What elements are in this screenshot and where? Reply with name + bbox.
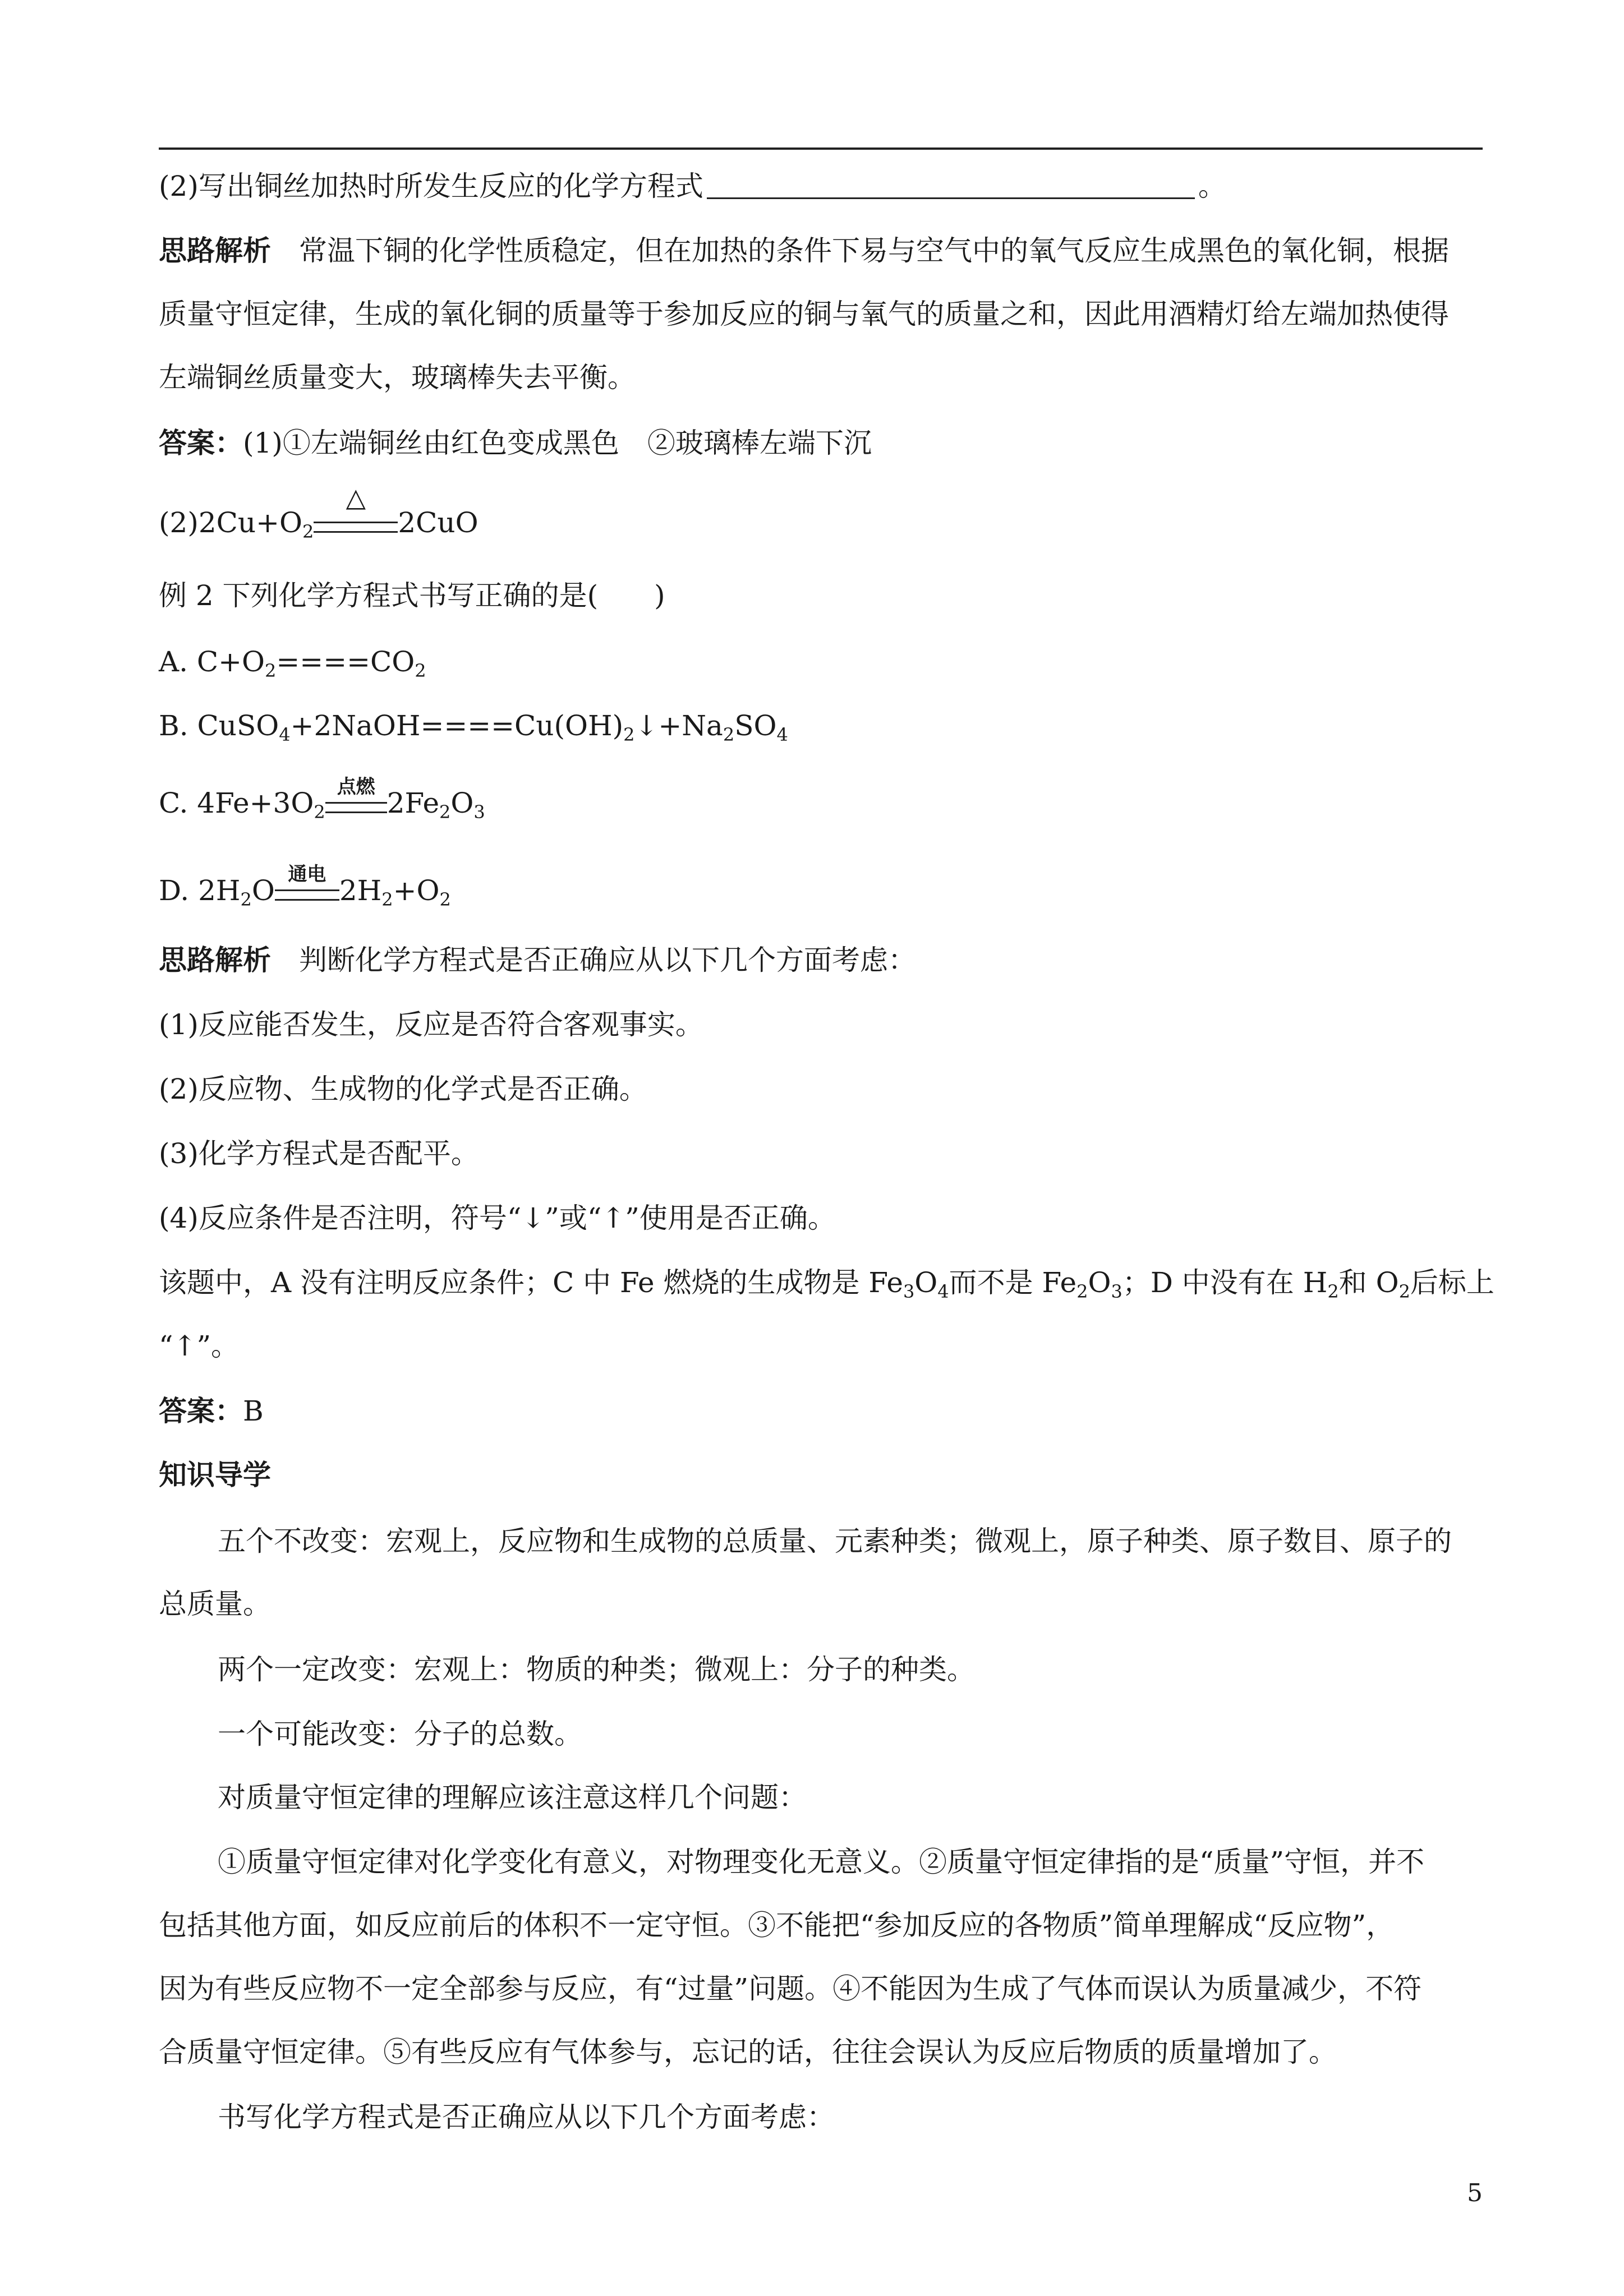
- option-c: C. $4Fe+3O_2$ 点燃 $2Fe_2O_3$: [159, 776, 485, 823]
- analysis2-p2: (2)反应物、生成物的化学式是否正确。: [159, 1073, 647, 1105]
- analysis2-intro: [159, 942, 916, 978]
- eq-sub: 2: [302, 521, 314, 542]
- analysis2-conclusion-end: “↑”。: [159, 1330, 240, 1362]
- answer2-line: [159, 1393, 264, 1429]
- guide-p5-line2: 包括其他方面，如反应前后的体积不一定守恒。③不能把“参加反应的各物质”简单理解成“反应物”，: [159, 1909, 1395, 1942]
- guide-p5-line4: 合质量守恒定律。⑤有些反应有气体参与，忘记的话，往往会误认为反应后物质的质量增加了。: [159, 2036, 1337, 2068]
- condition-label: 点燃: [337, 776, 375, 798]
- analysis-label: 思路解析: [159, 943, 271, 976]
- analysis-label: 思路解析: [159, 234, 271, 267]
- condition-label: 通电: [288, 863, 326, 886]
- guide-p5-line1: ①质量守恒定律对化学变化有意义，对物理变化无意义。②质量守恒定律指的是“质量”守恒，并不: [218, 1846, 1425, 1878]
- guide-p5-line3: 因为有些反应物不一定全部参与反应，有“过量”问题。④不能因为生成了气体而误认为质量减少，不符: [159, 1972, 1422, 2005]
- answer1-equation: [159, 482, 479, 542]
- guide-p6: 书写化学方程式是否正确应从以下几个方面考虑：: [218, 2101, 835, 2133]
- option-a: A. $C+O_2====CO_2$: [159, 646, 426, 681]
- eq-left: (2)2Cu+O: [159, 506, 302, 539]
- guide-p2: 两个一定改变：宏观上：物质的种类；微观上：分子的种类。: [218, 1653, 975, 1686]
- page-number: 5: [1467, 2179, 1483, 2207]
- guide-heading: 知识导学: [159, 1458, 271, 1491]
- analysis1-line1: [159, 233, 1449, 269]
- analysis-intro-text: 判断化学方程式是否正确应从以下几个方面考虑：: [299, 944, 916, 976]
- answer-label: 答案：: [159, 426, 243, 459]
- analysis1-line2: 质量守恒定律，生成的氧化铜的质量等于参加反应的铜与氧气的质量之和，因此用酒精灯给左端加热使得: [159, 298, 1449, 330]
- question-end: 。: [1198, 170, 1226, 202]
- analysis2-conclusion: 该题中，A 没有注明反应条件；C 中 Fe 燃烧的生成物是 $Fe_3O_4$而不是 $Fe_2O_3$；D 中没有在 $H_2$和 $O_2$后标上: [159, 1266, 1494, 1302]
- analysis2-p4: (4)反应条件是否注明，符号“↓”或“↑”使用是否正确。: [159, 1202, 836, 1234]
- example2-title: 例 2 下列化学方程式书写正确的是( ): [159, 579, 665, 612]
- answer-part1b: ②玻璃棒左端下沉: [647, 427, 872, 459]
- answer-part1: (1)①左端铜丝由红色变成黑色: [243, 427, 619, 459]
- analysis2-p1: (1)反应能否发生，反应是否符合客观事实。: [159, 1008, 703, 1041]
- answer-label: 答案：: [159, 1394, 243, 1427]
- analysis2-p3: (3)化学方程式是否配平。: [159, 1137, 479, 1170]
- guide-p1-line2: 总质量。: [159, 1588, 271, 1620]
- option-d: D. $2H_2O$ 通电 $2H_2+O_2$: [159, 863, 451, 910]
- electrolysis-equals-sign: [275, 863, 339, 901]
- option-b: B. $CuSO_4+2NaOH====Cu(OH)_2↓+Na_2SO_4$: [159, 709, 788, 745]
- guide-p1-line1: 五个不改变：宏观上，反应物和生成物的总质量、元素种类；微观上，原子种类、原子数目、原子的: [218, 1525, 1452, 1557]
- answer-blank: [707, 173, 1195, 199]
- analysis1-line3: 左端铜丝质量变大，玻璃棒失去平衡。: [159, 361, 636, 394]
- answer-value: B: [243, 1395, 264, 1427]
- header-rule: [159, 147, 1483, 150]
- analysis-text: 常温下铜的化学性质稳定，但在加热的条件下易与空气中的氧气反应生成黑色的氧化铜，根据: [299, 234, 1449, 267]
- question-line: [159, 168, 1226, 204]
- answer1-line1: [159, 425, 872, 461]
- guide-p3: 一个可能改变：分子的总数。: [218, 1718, 582, 1750]
- guide-p4: 对质量守恒定律的理解应该注意这样几个问题：: [218, 1781, 807, 1814]
- eq-right: 2CuO: [398, 506, 479, 539]
- question-text: (2)写出铜丝加热时所发生反应的化学方程式: [159, 170, 703, 202]
- heating-equals-sign: [314, 482, 398, 533]
- ignite-equals-sign: [325, 776, 387, 813]
- heat-triangle-icon: △: [346, 482, 366, 513]
